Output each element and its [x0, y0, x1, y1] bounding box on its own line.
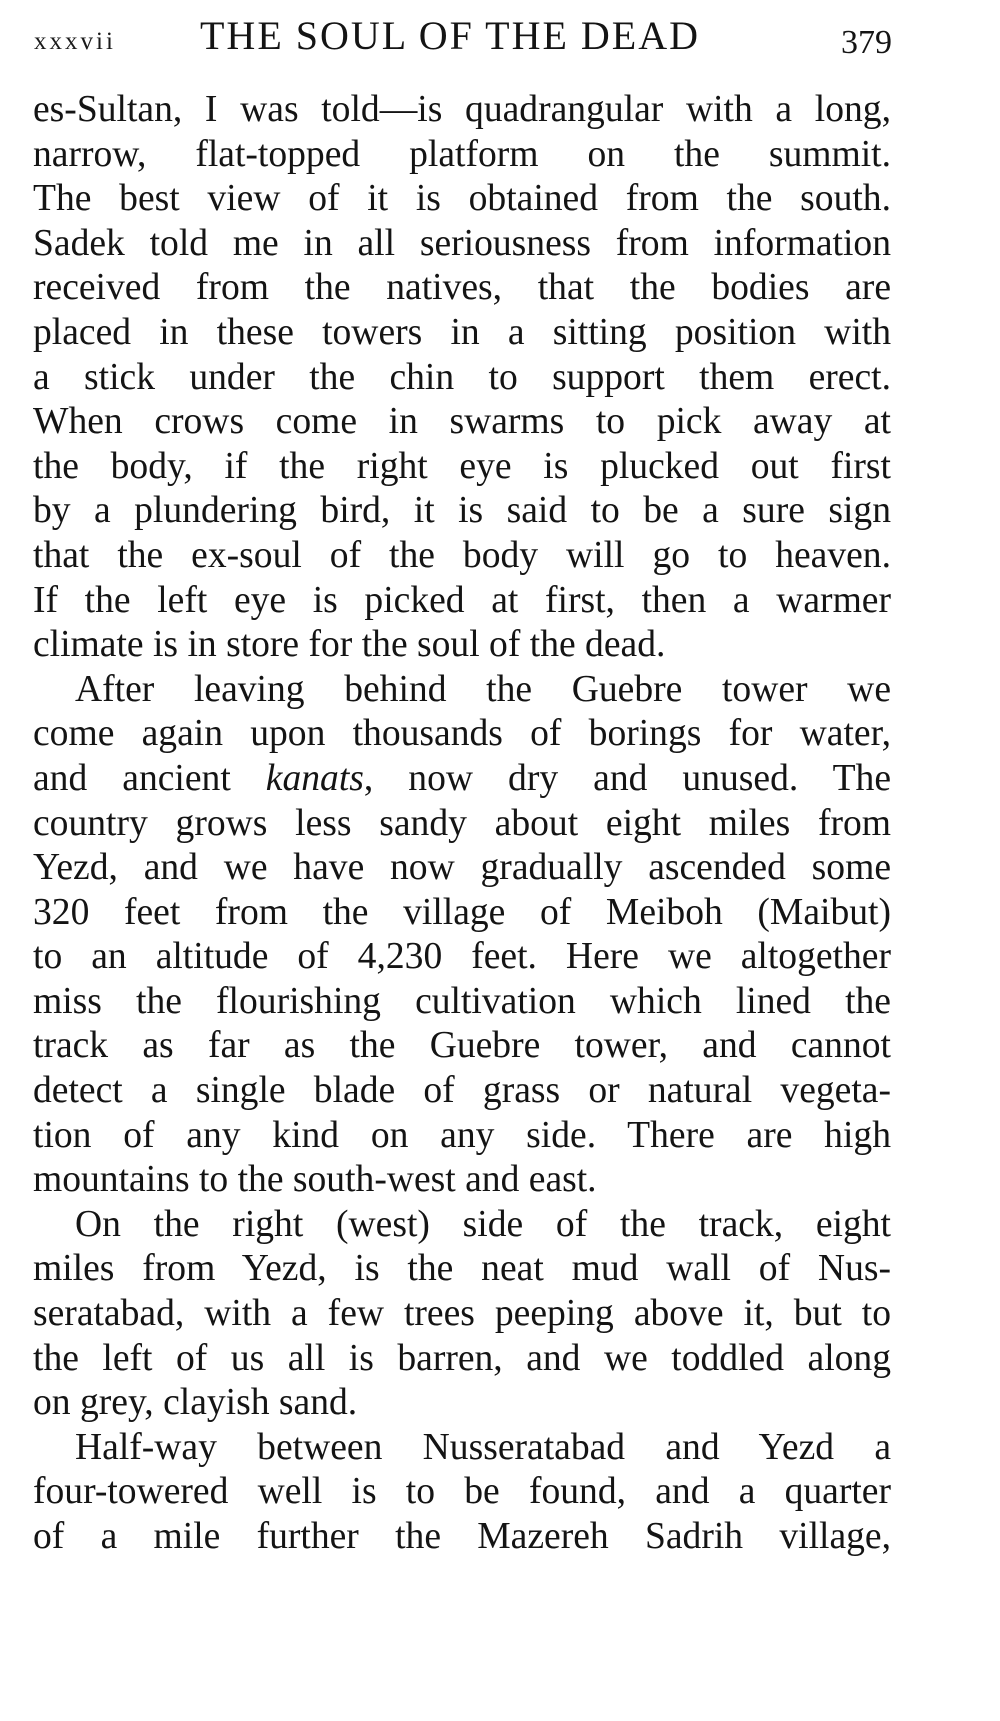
text-line: miles from Yezd, is the neat mud wall of Nus-: [33, 1248, 891, 1290]
text-line: When crows come in swarms to pick away at: [33, 401, 891, 443]
paragraph-start-line: After leaving behind the Guebre tower we: [75, 668, 891, 710]
text-line: the body, if the right eye is plucked out first: [33, 445, 891, 487]
text-line: narrow, flat-topped platform on the summit.: [33, 133, 891, 175]
text-line: placed in these towers in a sitting position with: [33, 311, 891, 353]
text-line: 320 feet from the village of Meiboh (Maibut): [33, 891, 891, 933]
paragraph-start-line: On the right (west) side of the track, eight: [75, 1203, 891, 1245]
text-line: mountains to the south-west and east.: [33, 1159, 597, 1201]
paragraph-start-line: Half-way between Nusseratabad and Yezd a: [75, 1426, 891, 1468]
line-text-part: , now dry and unused. The: [363, 757, 891, 799]
text-line: es-Sultan, I was told—is quadrangular with a long,: [33, 89, 891, 130]
text-line: the left of us all is barren, and we toddled along: [33, 1337, 891, 1379]
text-line: received from the natives, that the bodies are: [33, 267, 891, 309]
text-line: track as far as the Guebre tower, and cannot: [33, 1025, 891, 1067]
body-text: [33, 88, 891, 1560]
text-line: on grey, clayish sand.: [33, 1382, 358, 1424]
running-head: [34, 12, 890, 68]
text-line: miss the flourishing cultivation which lined the: [33, 980, 891, 1022]
page-number: 379: [841, 24, 892, 61]
chapter-number: xxxvii: [34, 28, 116, 55]
text-line: by a plundering bird, it is said to be a sure sign: [33, 490, 891, 532]
text-line: to an altitude of 4,230 feet. Here we altogether: [33, 936, 891, 978]
text-line: climate is in store for the soul of the dead.: [33, 624, 666, 666]
text-line: The best view of it is obtained from the south.: [33, 178, 891, 220]
text-line: If the left eye is picked at first, then a warmer: [33, 579, 891, 621]
text-line: country grows less sandy about eight miles from: [33, 802, 891, 844]
text-line: of a mile further the Mazereh Sadrih village,: [33, 1516, 891, 1557]
text-line: that the ex-soul of the body will go to heaven.: [33, 534, 891, 576]
text-line: four-towered well is to be found, and a quarter: [33, 1471, 891, 1513]
text-line: detect a single blade of grass or natural vegeta-: [33, 1070, 891, 1112]
text-line: Sadek told me in all seriousness from information: [33, 222, 891, 264]
text-line: seratabad, with a few trees peeping above it, but to: [33, 1293, 891, 1335]
text-line-with-italic: [33, 757, 891, 802]
italic-term-kanats: kanats: [265, 757, 364, 799]
text-line: Yezd, and we have now gradually ascended some: [33, 847, 891, 889]
text-line: tion of any kind on any side. There are high: [33, 1114, 891, 1156]
text-line: come again upon thousands of borings for water,: [33, 713, 891, 755]
running-title: THE SOUL OF THE DEAD: [200, 13, 700, 58]
line-text-part: and ancient: [33, 757, 266, 799]
text-line: a stick under the chin to support them erect.: [33, 356, 891, 398]
